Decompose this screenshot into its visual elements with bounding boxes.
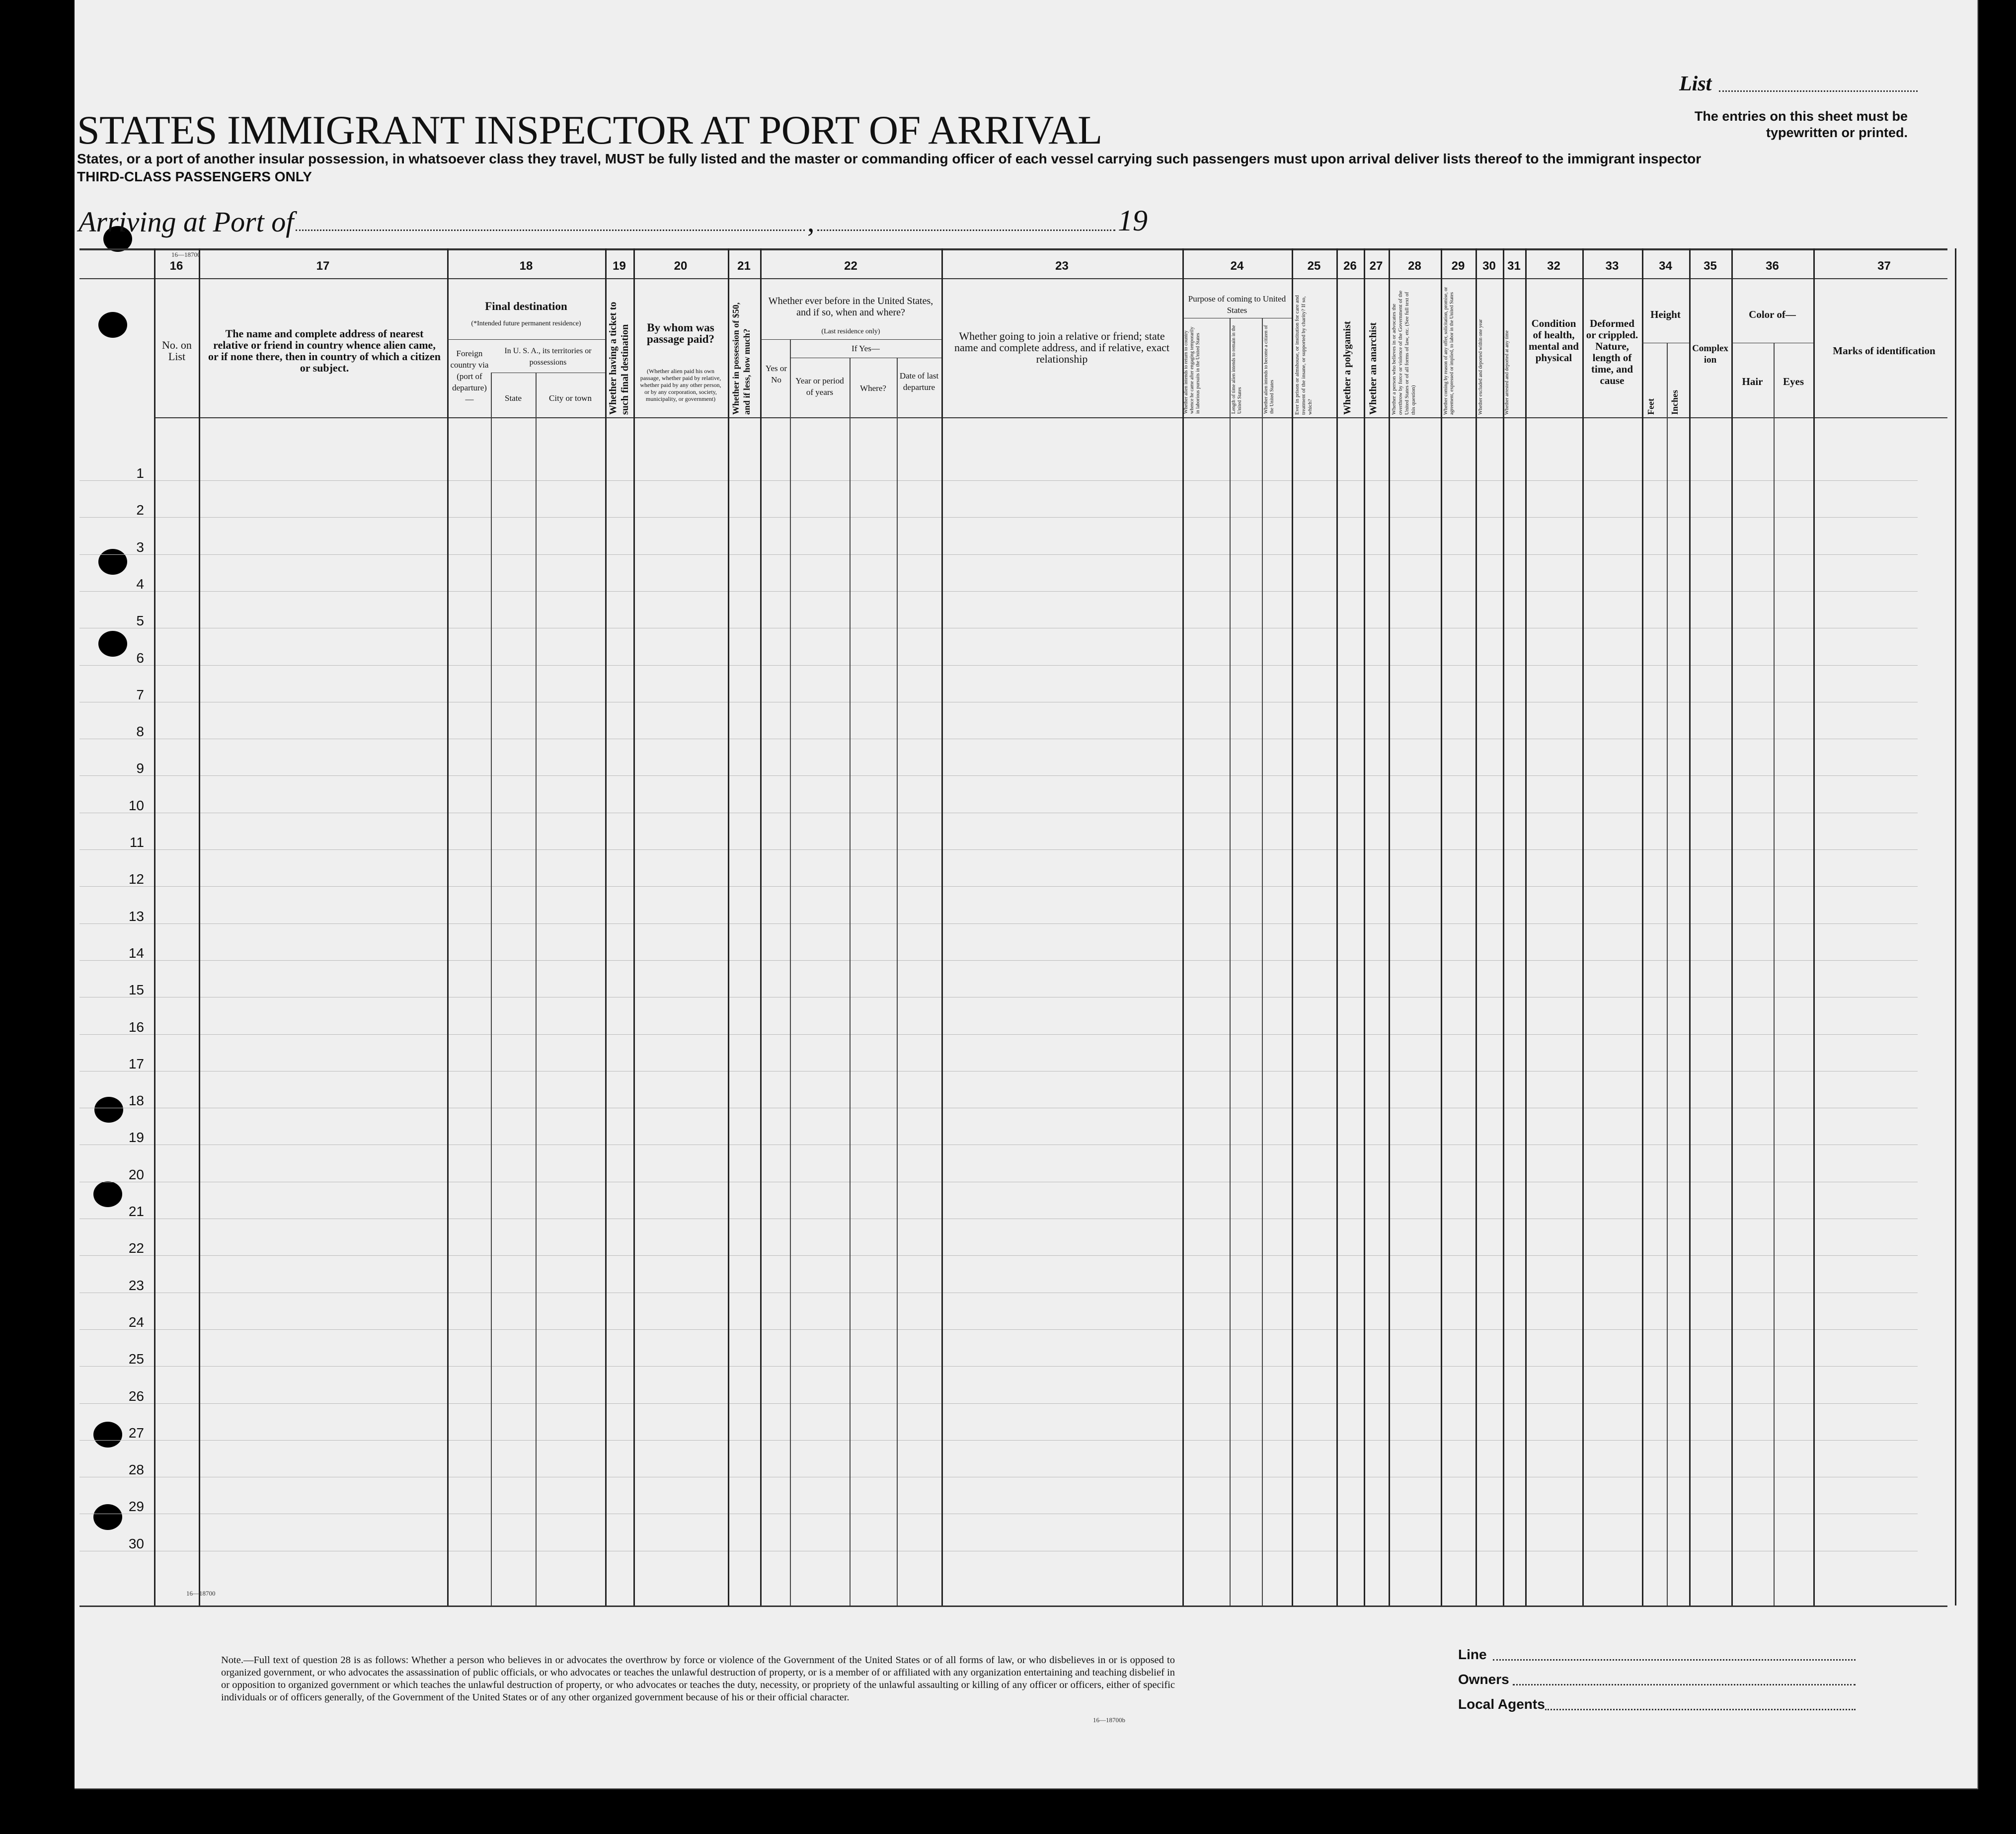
col-divider bbox=[760, 248, 762, 1605]
col-divider bbox=[1503, 248, 1504, 1605]
header-purpose-b: Length of time alien intends to remain in the United States bbox=[1231, 325, 1242, 414]
header-years: Year or period of years bbox=[795, 376, 844, 397]
header-offer-labor: Whether coming by reason of any offer, solicitation, promise, or agreement, expressed or implied, to labor in the United States bbox=[1443, 287, 1455, 415]
header-purpose-c: Whether alien intends to become a citizen of the United States bbox=[1263, 325, 1275, 414]
row-number: 14 bbox=[128, 945, 144, 961]
list-number-field[interactable] bbox=[1719, 90, 1918, 92]
sub-rule bbox=[447, 339, 605, 340]
header-final-destination: Final destination bbox=[485, 300, 567, 312]
header-arrested: Whether arrested and deported at any time bbox=[1504, 330, 1510, 415]
header-ticket: Whether having a ticket to such final destination bbox=[608, 302, 630, 415]
row-number: 22 bbox=[128, 1240, 144, 1256]
row-number: 25 bbox=[128, 1351, 144, 1367]
header-city: City or town bbox=[549, 393, 592, 403]
local-agents-field[interactable] bbox=[1545, 1709, 1856, 1710]
row-number: 10 bbox=[128, 797, 144, 813]
header-feet: Feet bbox=[1646, 398, 1656, 415]
colnum-18: 18 bbox=[519, 259, 533, 273]
header-purpose: Purpose of coming to United States bbox=[1188, 294, 1286, 315]
header-anarchist: Whether an anarchist bbox=[1368, 322, 1379, 415]
colnum-29: 29 bbox=[1451, 259, 1465, 273]
col-divider bbox=[1642, 248, 1643, 1605]
col-divider bbox=[1262, 318, 1263, 1605]
col-divider bbox=[941, 248, 943, 1605]
header-hair: Hair bbox=[1742, 376, 1763, 387]
col-divider bbox=[1475, 248, 1477, 1605]
header-marks: Marks of identification bbox=[1833, 345, 1936, 357]
form-code-table: 16—18700 bbox=[186, 1590, 216, 1597]
col-divider bbox=[633, 248, 635, 1605]
colnum-25: 25 bbox=[1307, 259, 1321, 273]
colnum-24: 24 bbox=[1230, 259, 1244, 273]
row-number: 12 bbox=[128, 871, 144, 887]
row-number: 13 bbox=[128, 908, 144, 924]
header-ever-before-sub: (Last residence only) bbox=[821, 328, 880, 335]
col-divider bbox=[1813, 248, 1815, 1605]
header-purpose-a: Whether alien intends to return to country whence he came after engaging temporarily in laborious pursuits in the United States bbox=[1183, 326, 1201, 414]
header-complexion: Complexion bbox=[1692, 343, 1728, 365]
col-divider bbox=[1774, 343, 1775, 1605]
row-number: 20 bbox=[128, 1166, 144, 1182]
row-number: 17 bbox=[128, 1056, 144, 1071]
header-ever-before: Whether ever before in the United States, and if so, when and where? bbox=[768, 296, 933, 318]
form-code-top: 16—18700 bbox=[171, 251, 201, 258]
header-inches: Inches bbox=[1670, 389, 1680, 415]
row-number: 4 bbox=[136, 576, 144, 592]
colnum-30: 30 bbox=[1482, 259, 1496, 273]
table-bottom-border bbox=[79, 1605, 1947, 1607]
colnum-37: 37 bbox=[1877, 259, 1891, 273]
col-divider bbox=[1441, 248, 1442, 1605]
col-divider bbox=[897, 358, 898, 1605]
sub-rule bbox=[760, 339, 941, 340]
owners-label: Owners bbox=[1458, 1672, 1509, 1687]
colnum-31: 31 bbox=[1507, 259, 1521, 273]
header-overthrow: Whether a person who believes in or advocates the overthrow by force or violence of the Government of the United States or of all forms of law, etc. (See full text of this question) bbox=[1391, 290, 1416, 415]
header-yes-no: Yes or No bbox=[765, 364, 787, 384]
subtitle-line-1: States, or a port of another insular possession, in whatsoever class they travel, MUST be fully listed and the master or commanding officer of each vessel carrying such passengers must upon arrival deliver lists thereof to the immigrant inspector bbox=[77, 151, 1702, 166]
arriving-label: Arriving at Port of bbox=[78, 206, 294, 238]
header-nearest-relative: The name and complete address of nearest relative or friend in country whence alien came, or if none there, then in country of which a citizen or subject. bbox=[208, 327, 441, 374]
col-divider bbox=[1582, 248, 1584, 1605]
row-number: 3 bbox=[136, 539, 144, 555]
row-number: 27 bbox=[128, 1425, 144, 1441]
row-number: 30 bbox=[128, 1535, 144, 1551]
port-field[interactable] bbox=[296, 229, 805, 231]
col-divider bbox=[1336, 248, 1338, 1605]
header-no-on-list: No. on List bbox=[162, 339, 192, 363]
col-divider bbox=[447, 248, 449, 1605]
col-divider bbox=[536, 373, 537, 1605]
colnum-20: 20 bbox=[674, 259, 688, 273]
line-field[interactable] bbox=[1493, 1659, 1856, 1661]
header-color-of: Color of— bbox=[1749, 308, 1796, 320]
header-state: State bbox=[505, 393, 522, 403]
header-in-usa: In U. S. A., its territories or possessions bbox=[504, 347, 592, 367]
colnum-16: 16 bbox=[169, 259, 183, 273]
colnum-34: 34 bbox=[1659, 259, 1672, 273]
header-final-destination-sub: (*Intended future permanent residence) bbox=[471, 320, 581, 327]
header-last-departure: Date of last departure bbox=[899, 371, 939, 392]
row-number: 21 bbox=[128, 1204, 144, 1219]
table-top-border bbox=[79, 248, 1947, 250]
colnum-22: 22 bbox=[844, 259, 857, 273]
colnum-17: 17 bbox=[316, 259, 330, 273]
form-subtitle bbox=[77, 150, 1701, 186]
col-divider bbox=[850, 358, 851, 1605]
header-passage-paid-sub: (Whether alien paid his own passage, whether paid by relative, whether paid by any other person, or by any corporation, society, municipality, or government) bbox=[640, 368, 721, 402]
row-number: 19 bbox=[128, 1130, 144, 1146]
row-number: 9 bbox=[136, 761, 144, 776]
header-if-yes: If Yes— bbox=[852, 344, 880, 353]
colnum-36: 36 bbox=[1766, 259, 1779, 273]
footnote-question-28: Note.—Full text of question 28 is as follows: Whether a person who believes in or advocates the overthrow by force or violence of the Government of the United States or of all forms of law, or who disbelieves in or is opposed to organized government, or who advocates the assassination of public officials, or who advocates or teaches the unlawful destruction of property, or is a member of or affiliated with any organization entertaining and teaching disbelief in or opposition to organized government or which teaches the unlawful destruction of property, or who advocates or teaches the duty, necessity, or propriety of the unlawful assaulting or killing of any officer or officers, either of specific individuals or of officers generally, of the Government of the United States or of any other organized government because of his or their official character. bbox=[221, 1655, 1175, 1703]
colnum-26: 26 bbox=[1343, 259, 1357, 273]
year-prefix: 19 bbox=[1118, 204, 1148, 237]
header-excluded: Whether excluded and deported within one year bbox=[1478, 319, 1483, 415]
row-number: 23 bbox=[128, 1277, 144, 1293]
header-deformed: Deformed or crippled. Nature, length of time, and cause bbox=[1586, 317, 1638, 386]
col-divider bbox=[1389, 248, 1390, 1605]
header-health: Condition of health, mental and physical bbox=[1529, 317, 1579, 364]
date-field[interactable] bbox=[817, 229, 1115, 231]
colnum-32: 32 bbox=[1547, 259, 1560, 273]
header-height: Height bbox=[1650, 308, 1681, 320]
row-number: 6 bbox=[136, 650, 144, 666]
row-number: 5 bbox=[136, 613, 144, 629]
header-where: Where? bbox=[860, 383, 886, 393]
row-number: 8 bbox=[136, 724, 144, 740]
col-divider bbox=[728, 248, 729, 1605]
col-divider bbox=[1667, 343, 1668, 1605]
line-label: Line bbox=[1458, 1647, 1487, 1662]
owners-field[interactable] bbox=[1513, 1684, 1856, 1685]
col-divider bbox=[199, 248, 200, 1605]
col-divider bbox=[790, 339, 791, 1605]
header-eyes: Eyes bbox=[1783, 376, 1804, 387]
row-number: 15 bbox=[128, 982, 144, 998]
comma: , bbox=[807, 206, 815, 238]
row-number: 7 bbox=[136, 687, 144, 702]
punch-hole bbox=[98, 312, 127, 338]
row-number: 28 bbox=[128, 1462, 144, 1478]
colnum-27: 27 bbox=[1369, 259, 1383, 273]
row-number: 16 bbox=[128, 1019, 144, 1035]
col-divider bbox=[1230, 318, 1231, 1605]
header-prison: Ever in prison or almshouse, or institution for care and treatment of the insane, or supported by charity? If so, which? bbox=[1294, 295, 1313, 415]
form-title: STATES IMMIGRANT INSPECTOR AT PORT OF ARRIVAL bbox=[77, 107, 1102, 153]
row-number: 24 bbox=[128, 1314, 144, 1330]
list-label: List bbox=[1679, 73, 1712, 95]
row-number: 26 bbox=[128, 1388, 144, 1404]
col-divider bbox=[491, 373, 492, 1605]
col-divider bbox=[1955, 248, 1956, 1605]
header-bottom-border bbox=[154, 417, 1947, 418]
header-foreign-country: Foreign country via (port of departure)— bbox=[450, 349, 489, 404]
col-divider bbox=[605, 248, 607, 1605]
entries-note: The entries on this sheet must be typewritten or printed. bbox=[1694, 109, 1908, 140]
header-fifty-dollars: Whether in possession of $50, and if less, how much? bbox=[731, 302, 752, 415]
local-agents-label: Local Agents bbox=[1458, 1696, 1545, 1712]
header-polygamist: Whether a polygamist bbox=[1342, 321, 1353, 415]
header-join-relative: Whether going to join a relative or friend; state name and complete address, and if relative, exact relationship bbox=[954, 330, 1170, 365]
colnum-35: 35 bbox=[1704, 259, 1717, 273]
colnum-23: 23 bbox=[1055, 259, 1069, 273]
colnum-19: 19 bbox=[613, 259, 626, 273]
row-number: 1 bbox=[136, 465, 144, 481]
col-divider bbox=[1525, 248, 1527, 1605]
colnum-21: 21 bbox=[737, 259, 751, 273]
col-divider bbox=[1731, 248, 1733, 1605]
col-divider bbox=[154, 248, 155, 1605]
col-divider bbox=[1689, 248, 1691, 1605]
col-divider bbox=[1182, 248, 1184, 1605]
row-number: 18 bbox=[128, 1093, 144, 1109]
form-code-note: 16—18700b bbox=[1093, 1716, 1125, 1724]
header-passage-paid: By whom was passage paid? bbox=[646, 321, 715, 345]
col-divider bbox=[1364, 248, 1365, 1605]
row-number: 29 bbox=[128, 1499, 144, 1515]
subtitle-line-2: THIRD-CLASS PASSENGERS ONLY bbox=[77, 169, 312, 184]
row-number: 2 bbox=[136, 502, 144, 518]
row-number: 11 bbox=[129, 835, 144, 850]
colnum-divider bbox=[79, 278, 1947, 279]
colnum-33: 33 bbox=[1605, 259, 1619, 273]
col-divider bbox=[1292, 248, 1293, 1605]
colnum-28: 28 bbox=[1408, 259, 1421, 273]
